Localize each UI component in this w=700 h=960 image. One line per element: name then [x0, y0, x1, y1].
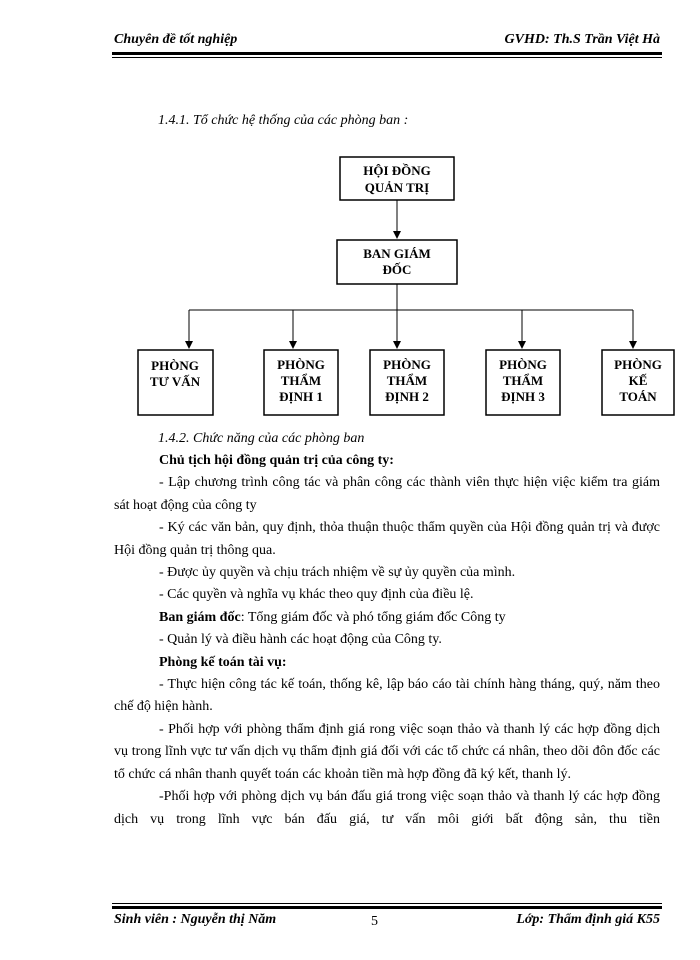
paragraph-item: - Quản lý và điều hành các hoạt động của Công ty.: [159, 632, 442, 648]
paragraph-accounting-heading: Phòng kế toán tài vụ:: [159, 654, 287, 670]
page-number: 5: [371, 914, 378, 929]
header-right: GVHD: Th.S Trần Việt Hà: [504, 32, 660, 47]
org-box-director-line-2: ĐỐC: [382, 262, 412, 277]
org-box-dept-accounting-line-2: KẾ: [628, 373, 648, 388]
org-box-dept-appraisal-2-line-2: THẨM: [386, 373, 428, 388]
paragraph-item: - Thực hiện công tác kế toán, thống kê, lập báo cáo tài chính hàng tháng, quý, năm theo chế độ hiện hành.: [114, 677, 660, 715]
paragraph-board-chair-heading: Chủ tịch hội đồng quản trị của công ty:: [159, 453, 394, 468]
org-box-dept-advisory-line-1: PHÒNG: [151, 358, 199, 373]
org-box-dept-appraisal-1-line-1: PHÒNG: [277, 357, 325, 372]
paragraph-item: - Phối hợp với phòng thẩm định giá rong việc soạn thảo và thanh lý các hợp đồng dịch vụ trong lĩnh vực tư vấn dịch vụ thẩm định giá đối với các tổ chức cá nhân, theo dõi đôn đốc các tổ chức cá nhân thanh quyết toán các khoản tiền mà hợp đồng đã ký kết, thanh lý.: [114, 721, 660, 782]
org-box-dept-accounting-line-1: PHÒNG: [614, 357, 662, 372]
org-box-dept-appraisal-3-line-1: PHÒNG: [499, 357, 547, 372]
org-box-board-line-1: HỘI ĐỒNG: [363, 163, 431, 178]
org-box-dept-appraisal-2-line-3: ĐỊNH 2: [385, 389, 429, 404]
section-heading-2: 1.4.2. Chức năng của các phòng ban: [158, 431, 365, 446]
paragraph-item: - Các quyền và nghĩa vụ khác theo quy định của điều lệ.: [159, 587, 474, 603]
org-box-dept-appraisal-1-line-3: ĐỊNH 1: [279, 389, 323, 404]
paragraph-item: - Lập chương trình công tác và phân công các thành viên thực hiện việc kiểm tra giám sát hoạt động của công ty: [114, 475, 660, 513]
director-text: : Tổng giám đốc và phó tổng giám đốc Công ty: [240, 609, 506, 625]
footer-rule-thin: [112, 903, 662, 904]
footer-right: Lớp: Thẩm định giá K55: [516, 912, 660, 927]
org-box-dept-accounting-line-3: TOÁN: [619, 389, 657, 404]
footer-left: Sinh viên : Nguyễn thị Năm: [114, 912, 277, 927]
paragraph-director: [114, 607, 660, 629]
org-box-director-line-1: BAN GIÁM: [363, 246, 431, 261]
body-text: [114, 450, 660, 831]
org-box-dept-advisory-line-2: TƯ VẤN: [149, 374, 201, 389]
header-left: Chuyên đề tốt nghiệp: [114, 32, 238, 47]
org-box-dept-appraisal-1-line-2: THẨM: [280, 373, 322, 388]
section-heading-1: 1.4.1. Tổ chức hệ thống của các phòng ban :: [158, 113, 409, 128]
org-box-dept-appraisal-2-line-1: PHÒNG: [383, 357, 431, 372]
paragraph-item: - Được ủy quyền và chịu trách nhiệm về sự ủy quyền của mình.: [159, 565, 516, 581]
org-box-dept-appraisal-3-line-3: ĐỊNH 3: [501, 389, 545, 404]
footer-rule-thick: [112, 906, 662, 909]
paragraph-item: - Ký các văn bản, quy định, thỏa thuận thuộc thẩm quyền của Hội đồng quản trị và được Hội đồng quản trị thông qua.: [114, 520, 660, 558]
paragraph-item: -Phối hợp với phòng dịch vụ bán đấu giá trong việc soạn thảo và thanh lý các hợp đồng dịch vụ trong lĩnh vực bán đấu giá, tư vấn môi giới bất động sản, thu tiền: [114, 789, 660, 827]
director-lead: Ban giám đốc: [159, 609, 241, 625]
org-box-board-line-2: QUẢN TRỊ: [364, 180, 430, 195]
org-box-dept-appraisal-3-line-2: THẨM: [502, 373, 544, 388]
org-chart: [0, 0, 700, 430]
